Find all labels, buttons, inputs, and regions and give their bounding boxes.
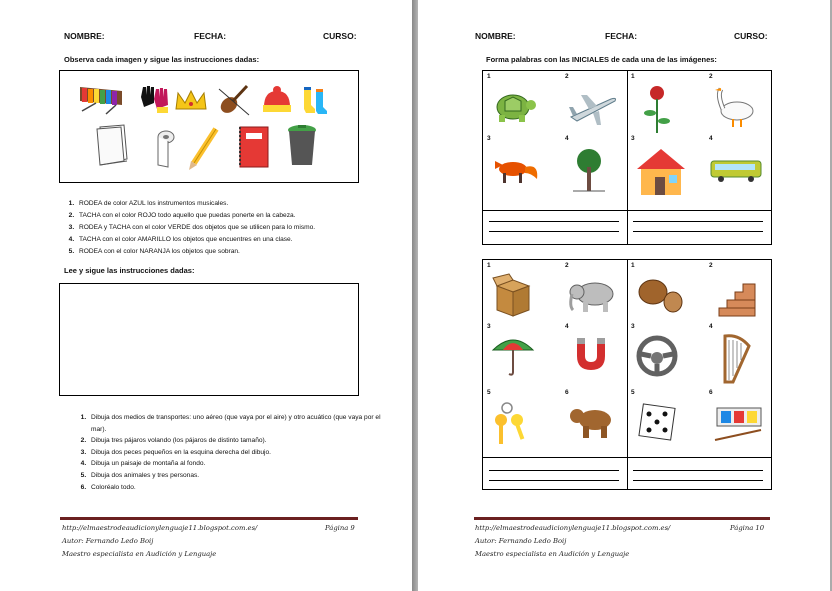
instruction-initials: Forma palabras con las INICIALES de cada una de las imágenes: [486,55,717,64]
footer-url: http://elmaestrodeaudicionylenguaje11.blogspot.com.es/ [62,524,258,532]
footer-bar [60,517,358,520]
curso-label: CURSO: [734,31,768,41]
instruction-item: 2. TACHA con el color ROJO todo aquello que puedas ponerte en la cabeza. [76,210,386,222]
toilet-paper-image [144,127,176,169]
answer-line [489,470,619,471]
footer-url: http://elmaestrodeaudicionylenguaje11.blogspot.com.es/ [475,524,671,532]
instructions-list-2 [70,412,384,493]
number-label: 1 [631,73,635,80]
number-label: 1 [487,262,491,269]
number-label: 2 [709,262,713,269]
instruction-item: 4. TACHA con el color AMARILLO los objetos que encuentres en una clase. [76,234,386,246]
instruction-item: 2. Dibuja tres pájaros volando (los pájaros de distinto tamaño). [88,435,384,447]
footer-bar [474,517,770,520]
answer-line [489,221,619,222]
number-label: 3 [487,323,491,330]
magnet-image [571,334,611,374]
page-number: Página 10 [730,524,765,532]
instruction-observe: Observa cada imagen y sigue las instrucciones dadas: [64,55,260,64]
word-grid-1 [482,70,772,245]
bear-image [569,402,615,442]
instructions-list-1 [58,198,386,258]
pencil-image [186,125,222,171]
page-number: Página 9 [325,524,355,532]
number-label: 4 [565,323,569,330]
tree-image [569,147,609,197]
violin-image [215,81,253,119]
dice-image [637,400,679,444]
instruction-item: 3. RODEA y TACHA con el color VERDE dos objetos que se utilicen para lo mismo. [76,222,386,234]
walnut-image [635,272,685,316]
crown-image [174,89,208,113]
nombre-label: NOMBRE: [475,31,516,41]
instruction-item: 4. Dibuja un paisaje de montaña al fondo. [88,458,384,470]
footer-role: Maestro especialista en Audición y Lenguaje [475,550,630,558]
number-label: 4 [565,135,569,142]
number-label: 2 [565,73,569,80]
instruction-item: 3. Dibuja dos peces pequeños en la esquina derecha del dibujo. [88,447,384,459]
instruction-item: 1. Dibuja dos medios de transportes: uno aéreo (que vaya por el aire) y otro acuático (que vaya por el mar). [88,412,384,435]
number-label: 4 [709,135,713,142]
number-label: 6 [709,389,713,396]
answer-line [489,480,619,481]
xylophone-image [76,81,126,117]
instruction-item: 5. Dibuja dos animales y tres personas. [88,470,384,482]
right-page [418,0,830,591]
footer-author: Autor: Fernando Ledo Boij [475,537,567,545]
number-label: 5 [487,389,491,396]
answer-line [633,470,763,471]
instruction-item: 5. RODEA con el color NARANJA los objetos que sobran. [76,246,386,258]
fecha-label: FECHA: [605,31,638,41]
socks-image [300,85,332,115]
footer-role: Maestro especialista en Audición y Lenguaje [62,550,217,558]
box-image [491,272,535,318]
keys-image [491,402,531,448]
number-label: 2 [565,262,569,269]
answer-line [633,221,763,222]
number-label: 5 [631,389,635,396]
trash-bin-image [284,123,320,169]
nombre-label: NOMBRE: [64,31,105,41]
objects-image-box [59,70,359,183]
answer-line [633,231,763,232]
number-label: 2 [709,73,713,80]
steering-wheel-image [635,334,679,378]
instruction-item: 1. RODEA de color AZUL los instrumentos musicales. [76,198,386,210]
gloves-image [138,83,172,115]
rose-image [637,83,677,135]
fecha-label: FECHA: [194,31,227,41]
fox-image [489,149,541,189]
turtle-image [489,87,537,127]
number-label: 3 [487,135,491,142]
answer-line [633,480,763,481]
left-page [0,0,412,591]
stairs-image [715,278,759,320]
bus-image [709,157,763,185]
goose-image [711,85,759,129]
paper-stack-image [94,123,130,167]
airplane-image [567,91,619,127]
instruction-item: 6. Coloréalo todo. [88,482,384,494]
number-label: 6 [565,389,569,396]
number-label: 3 [631,323,635,330]
number-label: 1 [487,73,491,80]
instruction-read: Lee y sigue las instrucciones dadas: [64,266,195,275]
house-image [635,147,687,197]
umbrella-image [491,334,535,380]
answer-line [489,231,619,232]
hat-image [260,85,294,115]
harp-image [719,332,753,386]
paint-palette-image [713,404,765,444]
elephant-image [567,276,619,316]
footer-author: Autor: Fernando Ledo Boij [62,537,154,545]
word-grid-2 [482,259,772,490]
drawing-box [59,283,359,396]
number-label: 4 [709,323,713,330]
number-label: 3 [631,135,635,142]
number-label: 1 [631,262,635,269]
notebook-image [236,125,272,169]
curso-label: CURSO: [323,31,357,41]
